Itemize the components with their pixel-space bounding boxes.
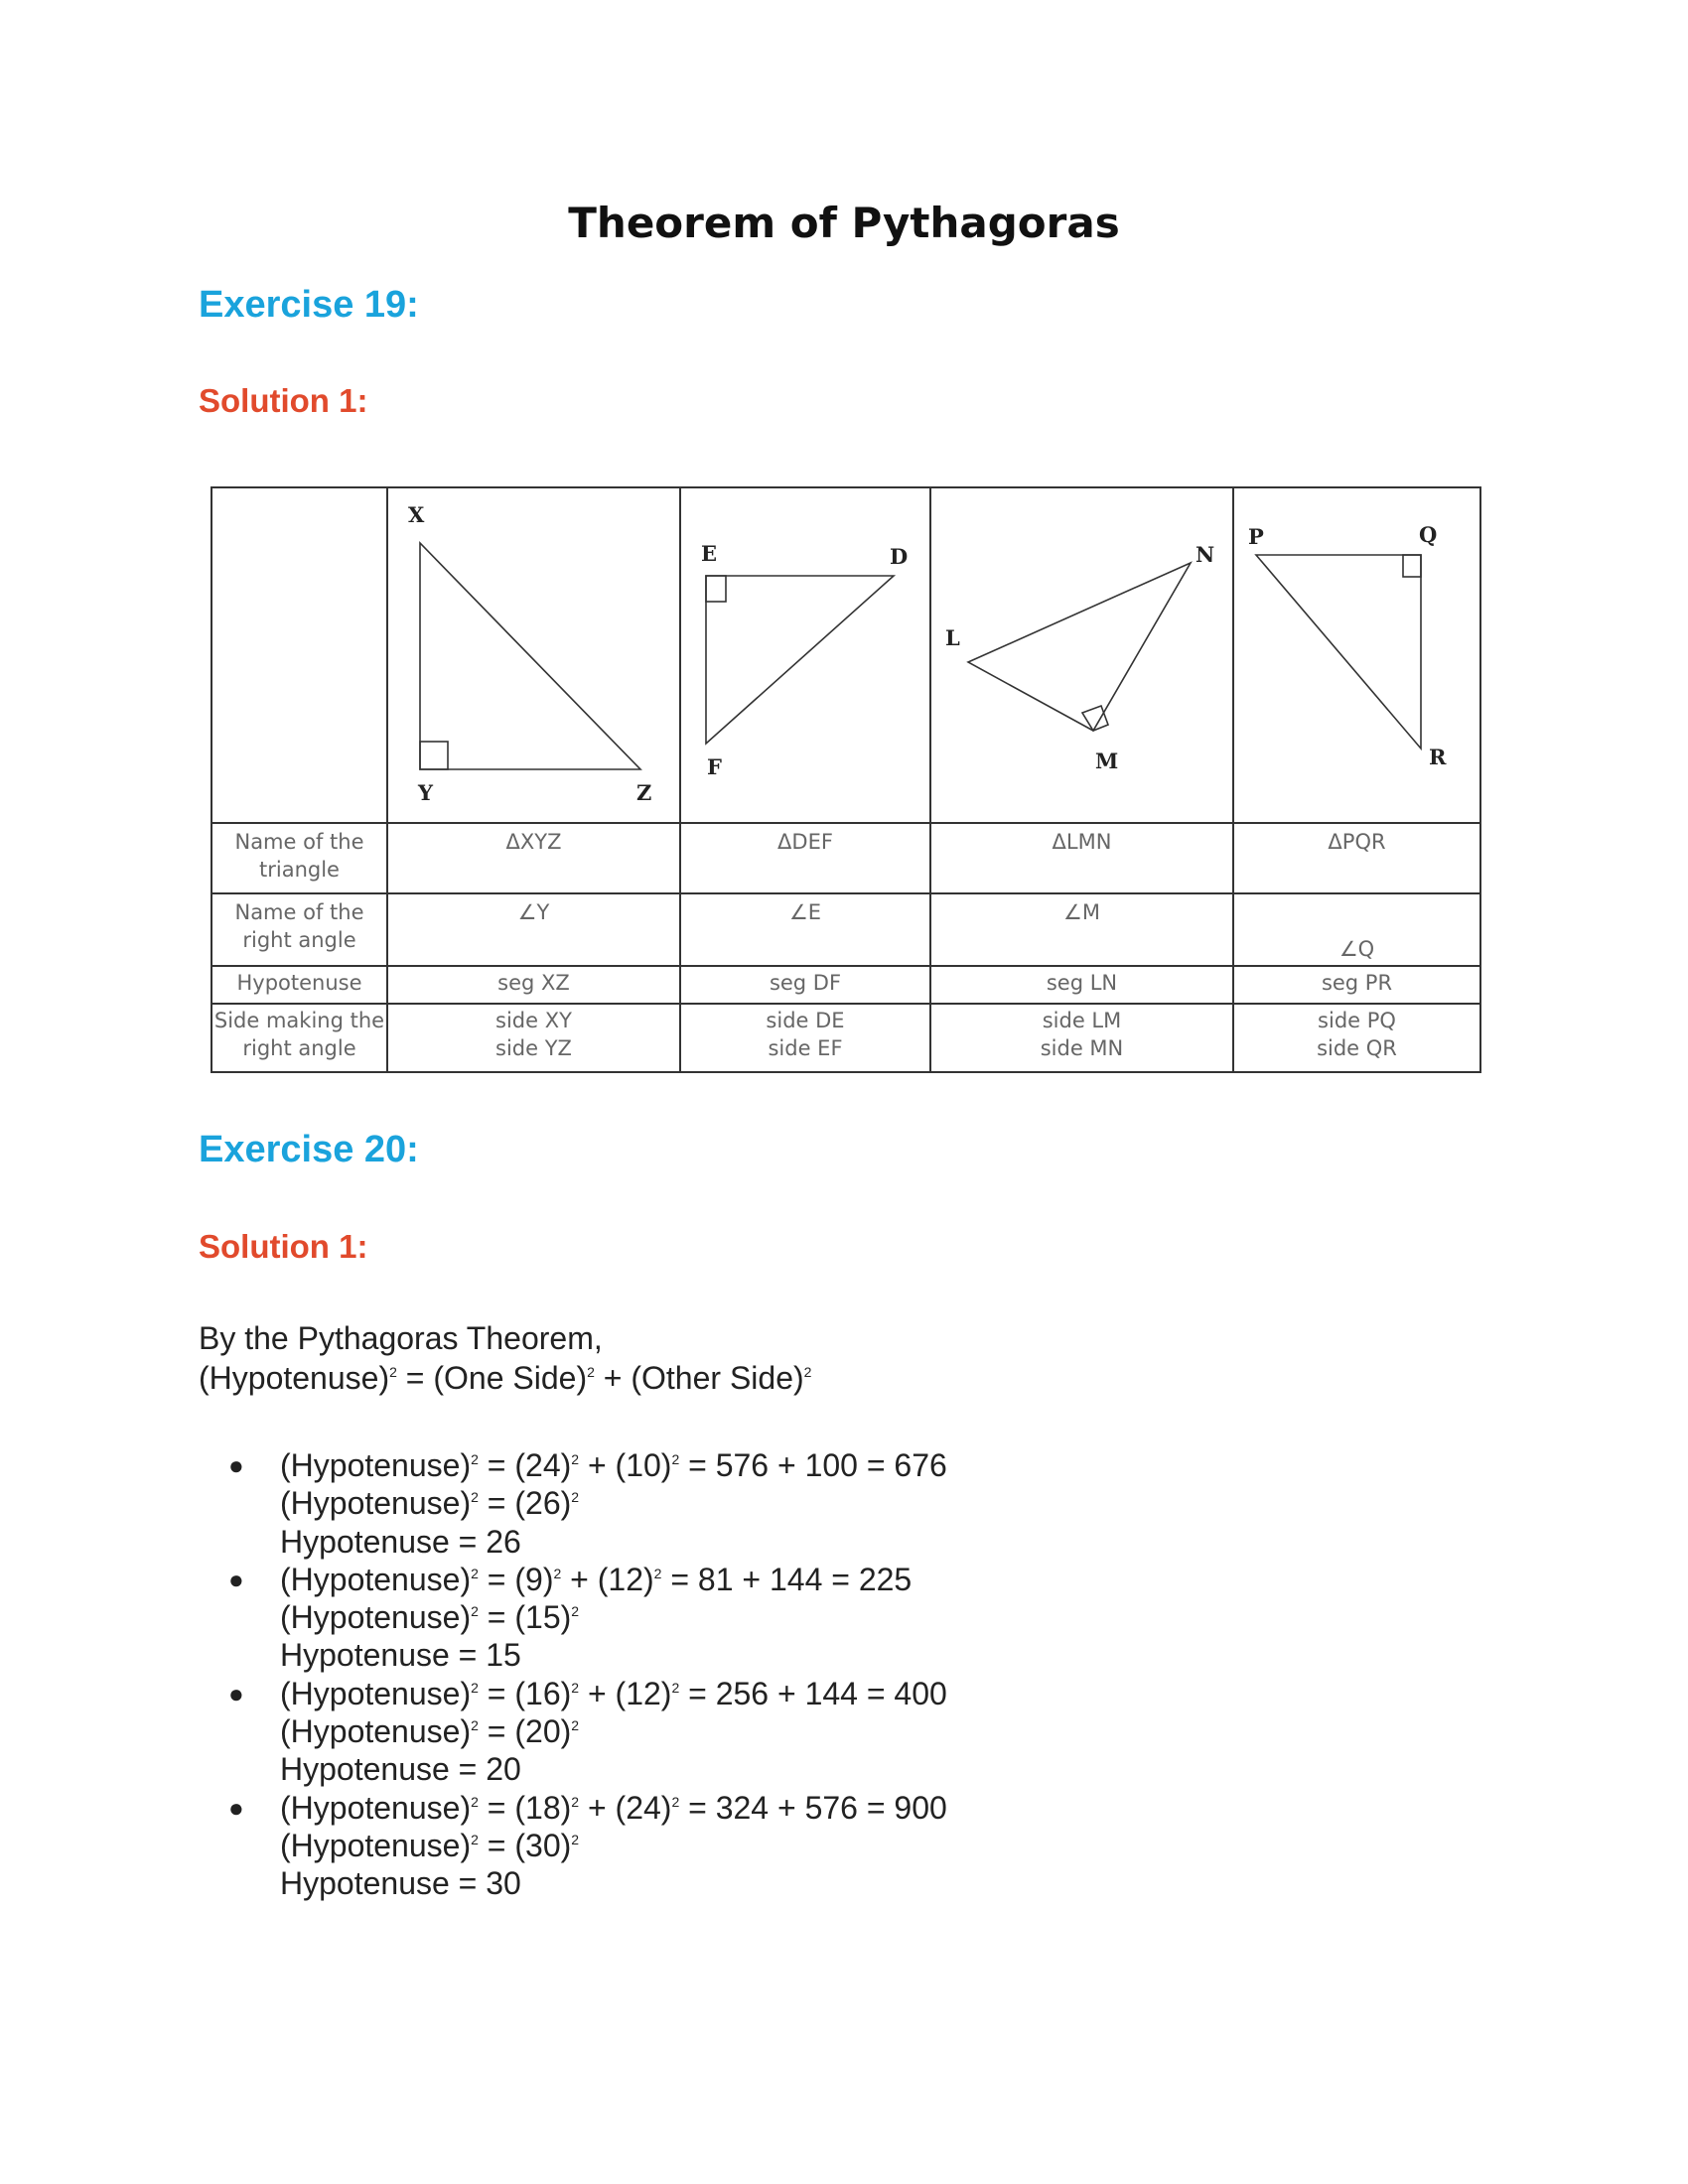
right-angle-cell: ∠E <box>680 893 930 966</box>
solution-19-heading: Solution 1: <box>199 382 368 419</box>
square-line: (Hypotenuse)$^2$ = $(26)^2$ <box>280 1485 580 1522</box>
page-title: Theorem of Pythagoras <box>568 199 1120 247</box>
triangle-def-figure <box>680 487 930 823</box>
theorem-intro <box>199 1318 811 1398</box>
row-label-hypotenuse: Hypotenuse <box>211 966 387 1004</box>
side-one: side DE <box>766 1009 845 1032</box>
right-angle-cell: ∠Y <box>387 893 680 966</box>
triangle-name-cell: ΔLMN <box>930 823 1233 893</box>
bullet-icon: ● <box>228 1564 244 1594</box>
right-angle-cell: ∠M <box>930 893 1233 966</box>
empty-corner-cell <box>211 487 387 823</box>
equation-line: (Hypotenuse)$^2$ = $(16)^2 + (12)^2 = 256 + 144 = 400$ <box>280 1675 947 1711</box>
list-item <box>199 1561 947 1675</box>
triangle-name-cell: ΔDEF <box>680 823 930 893</box>
vertex-x-label: X <box>408 502 425 527</box>
triangle-name-cell: ΔPQR <box>1233 823 1480 893</box>
vertex-z-label: Z <box>636 780 652 805</box>
vertex-p-label: P <box>1248 524 1264 549</box>
bullet-icon: ● <box>228 1792 244 1823</box>
result-line: Hypotenuse = 20 <box>280 1751 521 1788</box>
sides-cell <box>930 1004 1233 1072</box>
triangle-lmn-figure <box>930 487 1233 823</box>
vertex-e-label: E <box>701 541 718 566</box>
hypotenuse-cell: seg XZ <box>387 966 680 1004</box>
square-line: (Hypotenuse)$^2$ = $(15)^2$ <box>280 1599 580 1636</box>
vertex-f-label: F <box>707 754 722 779</box>
triangle-pqr-figure <box>1233 487 1480 823</box>
theorem-formula: (Hypotenuse)$^2$ = (One Side)$^2$ + (Other Side)$^2$ <box>199 1360 812 1396</box>
vertex-r-label: R <box>1429 745 1447 769</box>
vertex-y-label: Y <box>418 780 433 805</box>
bullet-icon: ● <box>228 1450 244 1480</box>
equation-line: (Hypotenuse)$^2$ = $(18)^2 + (24)^2 = 324 + 576 = 900$ <box>280 1789 947 1826</box>
triangle-xyz-figure <box>387 487 680 823</box>
row-label-sides: Side making the right angle <box>211 1004 387 1072</box>
vertex-n-label: N <box>1196 542 1215 567</box>
list-item <box>199 1789 947 1903</box>
side-one: side XY <box>495 1009 572 1032</box>
bullet-icon: ● <box>228 1678 244 1708</box>
result-line: Hypotenuse = 30 <box>280 1865 521 1902</box>
vertex-q-label: Q <box>1419 522 1438 547</box>
row-label-name: Name of the triangle <box>211 823 387 893</box>
vertex-m-label: M <box>1095 749 1119 773</box>
right-angle-cell: ∠Q <box>1233 893 1480 966</box>
solution-20-heading: Solution 1: <box>199 1228 368 1265</box>
side-one: side PQ <box>1318 1009 1396 1032</box>
side-two: side YZ <box>495 1036 572 1060</box>
exercise-20-heading: Exercise 20: <box>199 1129 419 1170</box>
equation-line: (Hypotenuse)$^2$ = $(9)^2 + (12)^2 = 81 + 144 = 225$ <box>280 1561 913 1597</box>
exercise-19-heading: Exercise 19: <box>199 284 419 326</box>
hypotenuse-cell: seg PR <box>1233 966 1480 1004</box>
sides-cell <box>387 1004 680 1072</box>
intro-line: By the Pythagoras Theorem, <box>199 1320 603 1356</box>
side-two: side MN <box>1040 1036 1124 1060</box>
triangles-table <box>211 486 1481 1073</box>
square-line: (Hypotenuse)$^2$ = $(30)^2$ <box>280 1827 580 1863</box>
hypotenuse-cell: seg LN <box>930 966 1233 1004</box>
vertex-d-label: D <box>890 544 909 569</box>
sides-cell <box>680 1004 930 1072</box>
hypotenuse-cell: seg DF <box>680 966 930 1004</box>
list-item <box>199 1446 947 1561</box>
sides-cell <box>1233 1004 1480 1072</box>
result-line: Hypotenuse = 15 <box>280 1637 521 1674</box>
side-one: side LM <box>1042 1009 1122 1032</box>
triangle-name-cell: ΔXYZ <box>387 823 680 893</box>
side-two: side EF <box>768 1036 843 1060</box>
square-line: (Hypotenuse)$^2$ = $(20)^2$ <box>280 1713 580 1750</box>
result-line: Hypotenuse = 26 <box>280 1523 521 1560</box>
vertex-l-label: L <box>945 625 960 650</box>
list-item <box>199 1675 947 1789</box>
equation-line: (Hypotenuse)$^2$ = $(24)^2 + (10)^2 = 576 + 100 = 676$ <box>280 1447 947 1483</box>
side-two: side QR <box>1317 1036 1397 1060</box>
solution-list <box>199 1446 947 1903</box>
row-label-right-angle: Name of the right angle <box>211 893 387 966</box>
